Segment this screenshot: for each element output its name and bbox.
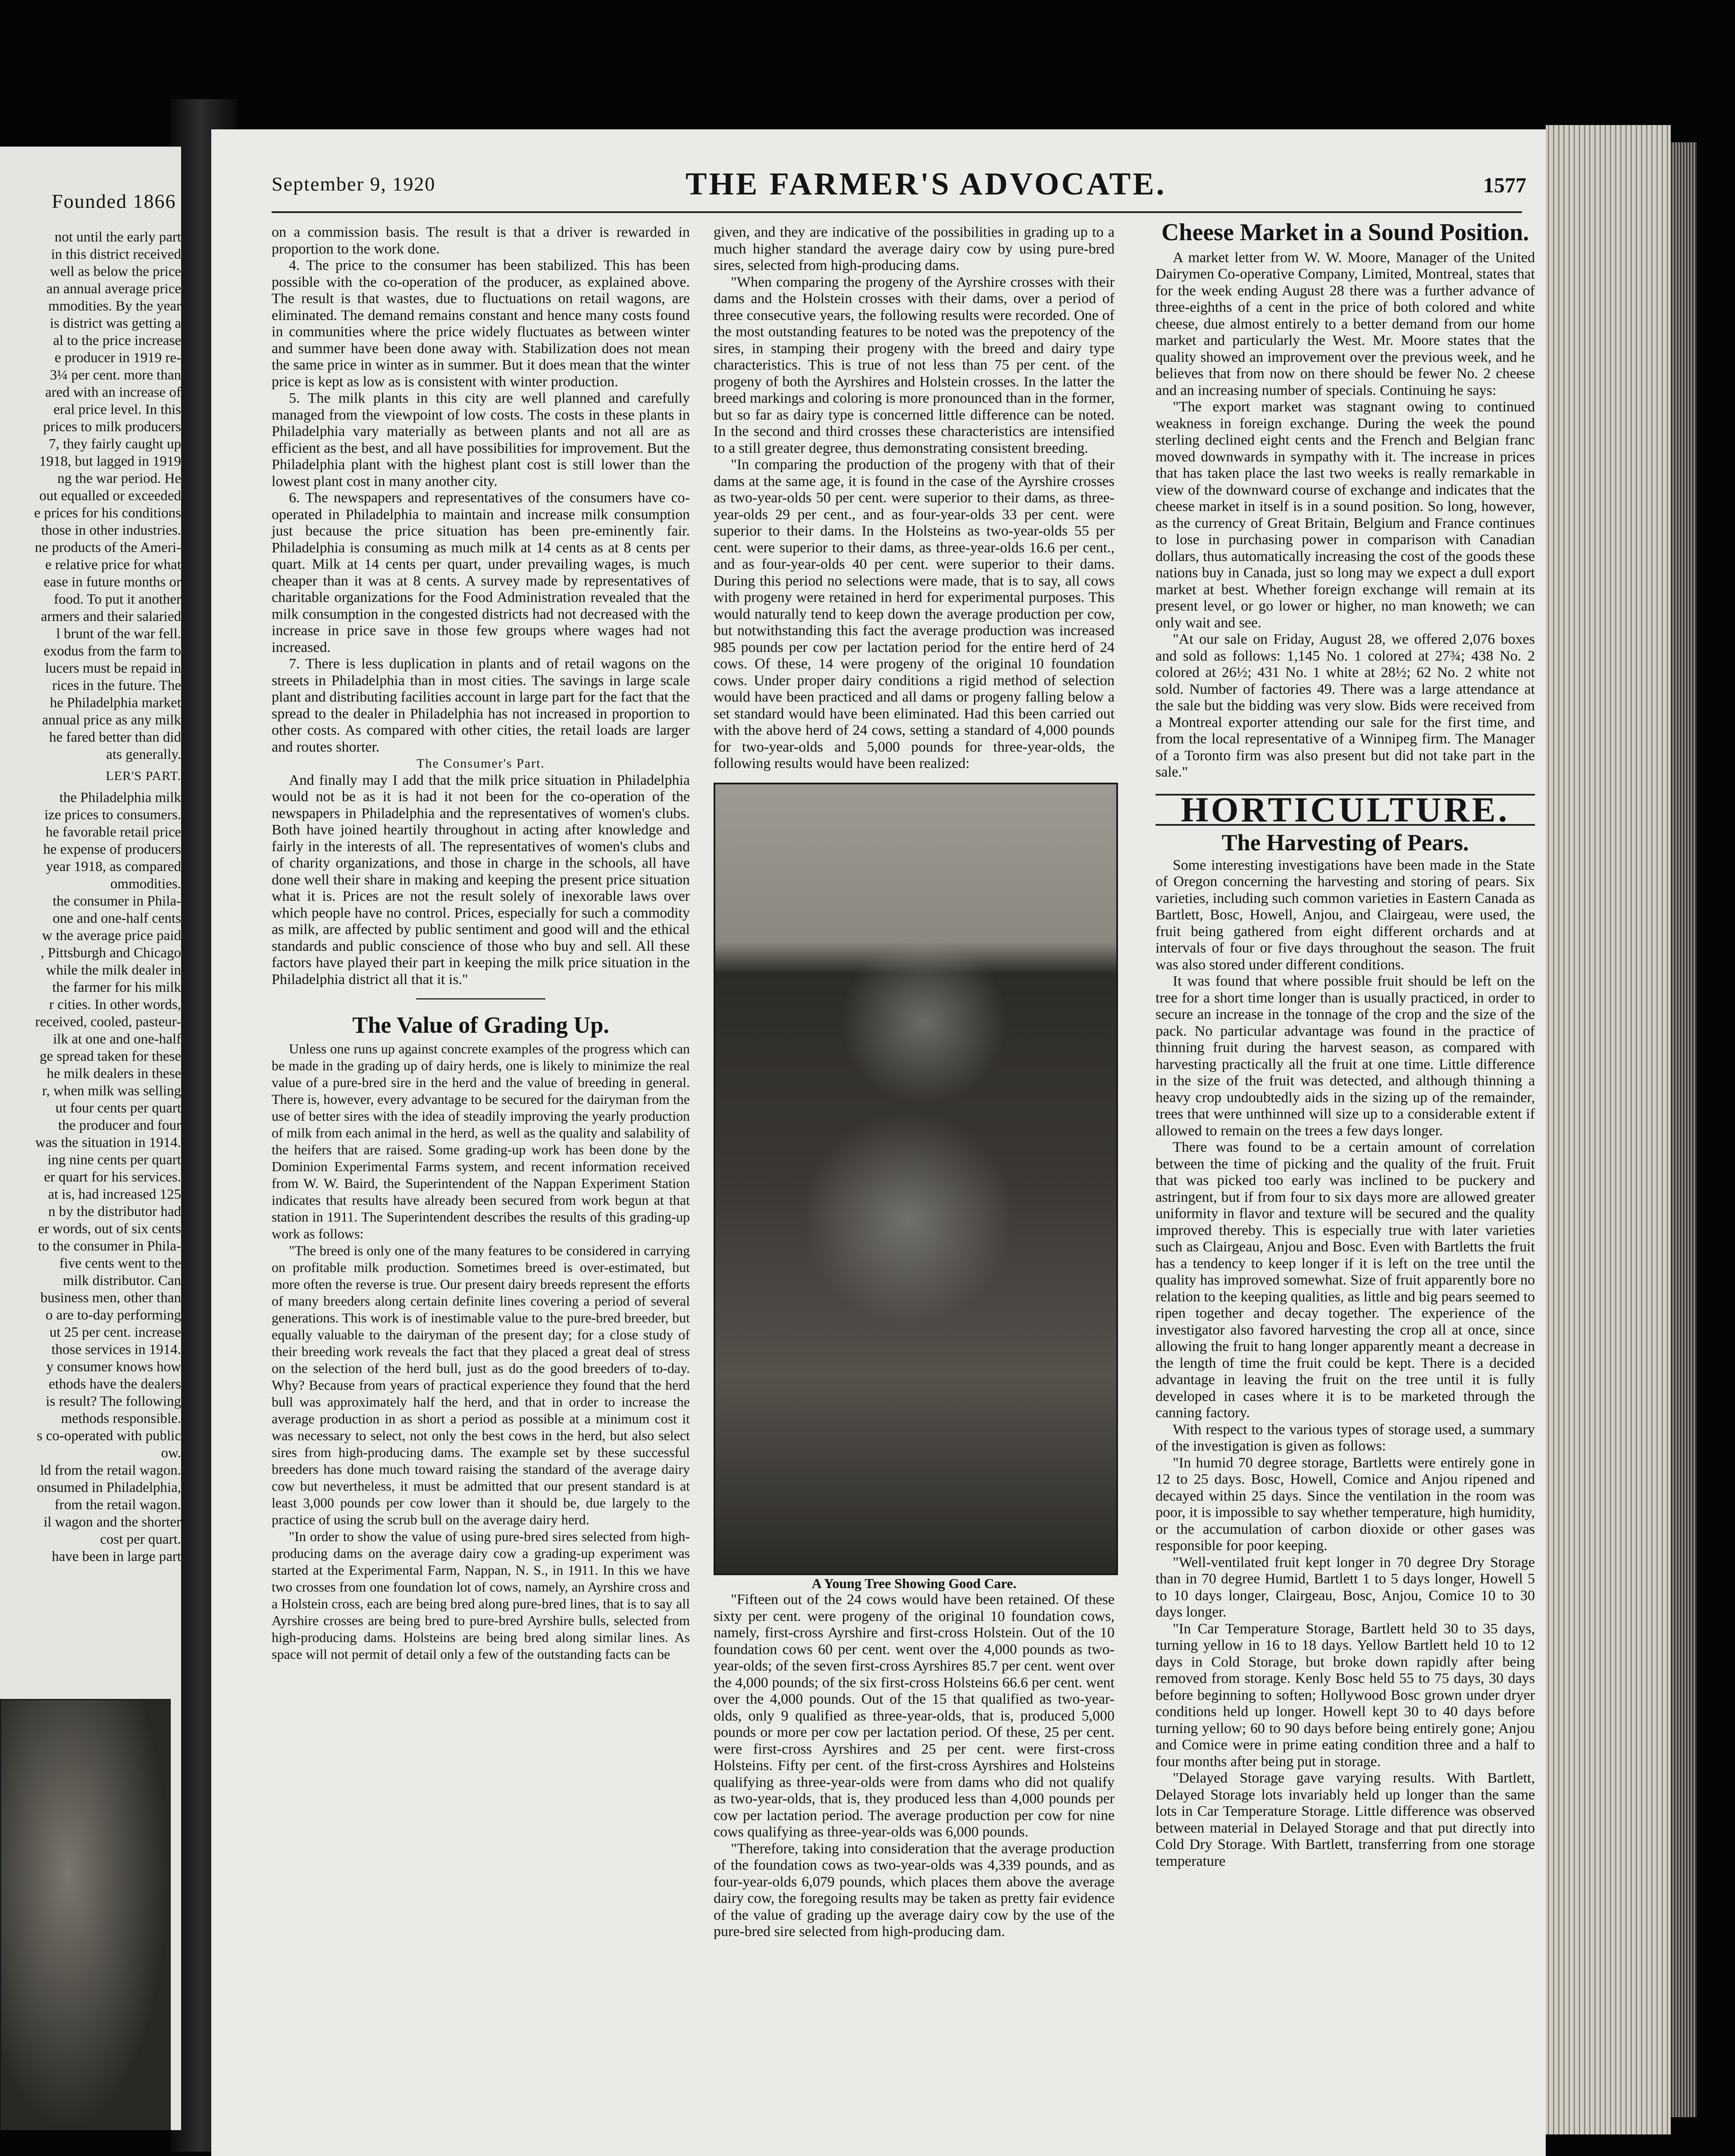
left-page-line: e producer in 1919 re-: [54, 350, 181, 366]
paragraph: Unless one runs up against concrete examples of the progress which can be made in the grading up of dairy herds, one is likely to minimize the real value of a pure-bred sire in the herd and the value of breeding in general. There is, however, every advantage to be secured for the dairyman from the use of better sires with the idea of steadily improving the yearly production of milk from each animal in the herd, as well as the quality and salability of the heifers that are raised. Some grading-up work has been done by the Dominion Experimental Farms system, and recent information received from W. W. Baird, the Superintendent of the Nappan Experiment Station indicates that results have already been secured from work begun at that station in 1911. The Superintendent describes the results of this grading-up work as follows:: [272, 1040, 690, 1241]
page-edges-dark: [1671, 142, 1697, 2117]
paragraph: 7. There is less duplication in plants and of retail wagons on the streets in Philadelphia than in most cities. The savings in large scale plant and distributing facilities account in large part for the fact that the spread to the dealer in Philadelphia has not increased in proportion to other costs. As compared with other cities, the retail loads are larger and routes shorter.: [272, 656, 690, 755]
paragraph: "Well-ventilated fruit kept longer in 70 degree Dry Storage than in 70 degree Humid, Bartlett 1 to 5 days longer, Howell 5 to 10 days longer, Clairgeau, Bosc, Anjou, Comice 10 to 30 days longer.: [1156, 1554, 1535, 1620]
left-page-line: ng the war period. He: [57, 471, 181, 486]
left-page-line: e relative price for what: [45, 557, 181, 573]
column-1: [272, 224, 690, 1663]
left-page-line: business men, other than: [40, 1290, 181, 1306]
left-page-line: eral price level. In this: [53, 402, 181, 417]
left-page-line: ared with an increase of: [45, 385, 181, 400]
horticulture-banner: HORTICULTURE.: [1156, 794, 1535, 826]
paragraph: There was found to be a certain amount of correlation between the time of picking and the quality of the fruit. Fruit that was picked too early was inclined to be puckery and astringent, but if from four to six days more are allowed greater uniformity in flavor and texture will be secured and the quality improved thereby. This is especially true with later varieties such as Clairgeau, Anjou and Bosc. Even with Bartletts the fruit has a tendency to keep longer if it is left on the tree until the quality has improved somewhat. Size of fruit apparently bore no relation to the keeping qualities, as little and big pears seemed to ripen together and decay together. The experience of the investigator also favored harvesting the crop all at once, since allowing the fruit to hang longer apparently meant a decrease in the length of time the fruit could be kept. There is a decided advantage in leaving the fruit on the tree until it is fully developed in cases where it is to be marketed through the canning factory.: [1156, 1139, 1535, 1421]
left-page-line: five cents went to the: [59, 1256, 181, 1271]
left-page-line: r cities. In other words,: [49, 997, 181, 1012]
paragraph: And finally may I add that the milk price situation in Philadelphia would not be as it is had it not been for the co-operation of the newspapers in Philadelphia and the representatives of women's clubs. Both have joined heartily throughout in acting after knowledge and fairly in the interests of all. The representatives of women's clubs and of charity organizations, and those in charge in the schools, all have done well their share in making and keeping the present price situation what it is. Prices are not the result solely of inexorable laws over which people have no control. Prices, especially for such a commodity as milk, are affected by public sentiment and good will and the ethical standards and public conscience of those who buy and sell. All these factors have played their part in keeping the milk price situation in the Philadelphia district all that it is.": [272, 772, 690, 987]
paragraph: "Therefore, taking into consideration that the average production of the foundation cows as two-year-olds was 4,339 pounds, and as four-year-olds 6,079 pounds, which places them above the average dairy cow, the foregoing results may be taken as pretty fair evidence of the value of grading up the average dairy cow by the use of the pure-bred sire selected from high-producing dam.: [714, 1840, 1115, 1940]
left-page-cow-photo: [0, 1699, 171, 2130]
left-page-line: onsumed in Philadelphia,: [37, 1480, 181, 1495]
left-page-line: he expense of producers: [43, 842, 181, 857]
left-page-line: w the average price paid: [42, 928, 181, 943]
left-page-line: o are to-day performing: [45, 1307, 181, 1323]
left-page-line: out equalled or exceeded: [39, 488, 181, 504]
paragraph: "In humid 70 degree storage, Bartletts were entirely gone in 12 to 25 days. Bosc, Howell, Comice and Anjou ripened and decayed within 25 days. Since the ventilation in the room was poor, it is impossible to say whether temperature, high humidity, or the accumulation of carbon dioxide or other gases was responsible for poor keeping.: [1156, 1454, 1535, 1554]
paragraph: "When comparing the progeny of the Ayrshire crosses with their dams and the Holstein crosses with their dams, over a period of three consecutive years, the following results were recorded. One of the most outstanding features to be noted was the prepotency of the sires, in stamping their progeny with the breed and dairy type characteristics. This is true of not less than 75 per cent. of the progeny of both the Ayrshires and Holstein crosses. In the latter the breed markings and coloring is more pronounced than in the former, but so far as dairy type is concerned little difference can be noted. In the second and third crosses these characteristics are intensified to a still greater degree, thus demonstrating consistent breeding.: [714, 274, 1115, 456]
section-divider: [416, 998, 545, 1000]
left-page-line: from the retail wagon.: [54, 1497, 181, 1513]
left-page-line: cost per quart.: [100, 1532, 181, 1547]
masthead-title: THE FARMER'S ADVOCATE.: [686, 166, 1167, 202]
left-page-line: prices to milk producers: [43, 419, 181, 435]
left-page-line: exodus from the farm to: [44, 643, 181, 659]
left-page-line: 7, they fairly caught up: [49, 436, 181, 452]
left-page-line: 1918, but lagged in 1919: [39, 454, 181, 469]
paragraph: "In order to show the value of using pure-bred sires selected from high-producing dams on the average dairy cow a grading-up experiment was started at the Experimental Farm, Nappan, N. S., in 1911. In this we have two crosses from one foundation lot of cows, namely, an Ayrshire cross and a Holstein cross, each are being bred along pure-bred lines, that is to say all Ayrshire crosses are being bred to pure-bred Ayrshire bulls, selected from high-producing dams. Holsteins are being bred along similar lines. As space will not permit of detail only a few of the outstanding facts can be: [272, 1528, 690, 1662]
left-page-line: , Pittsburgh and Chicago: [41, 945, 181, 961]
left-page-line: he Philadelphia market: [50, 695, 181, 711]
left-page-line: while the milk dealer in: [46, 962, 181, 978]
left-page-line: ing nine cents per quart: [47, 1152, 181, 1168]
left-page-line: ilk at one and one-half: [53, 1031, 181, 1047]
left-page-line: ut four cents per quart: [55, 1100, 181, 1116]
column-2: [714, 224, 1115, 1940]
left-page-line: those in other industries.: [41, 523, 181, 538]
left-page-line: ease in future months or: [44, 574, 181, 590]
header-rule: [272, 211, 1522, 213]
left-page-line: armers and their salaried: [41, 609, 181, 624]
paragraph: given, and they are indicative of the possibilities in grading up to a much higher standard the average dairy cow by using pure-bred sires, selected from high-producing dams.: [714, 224, 1115, 273]
left-page-line: l brunt of the war fell.: [56, 626, 181, 642]
left-page-line: well as below the price: [50, 264, 181, 279]
left-page-line: the Philadelphia milk: [59, 790, 181, 805]
left-page-line: is result? The following: [46, 1394, 181, 1409]
left-page-line: have been in large part: [52, 1549, 181, 1564]
left-page-line: il wagon and the shorter: [44, 1514, 181, 1530]
left-page-line: ld from the retail wagon.: [40, 1463, 181, 1478]
left-page-line: he favorable retail price: [45, 824, 181, 840]
left-page-line: to the consumer in Phila-: [38, 1238, 181, 1254]
paragraph: "At our sale on Friday, August 28, we offered 2,076 boxes and sold as follows: 1,145 No. 1 colored at 27¾; 438 No. 2 colored at 26½; 431 No. 1 white at 28½; 62 No. 2 white not sold. Number of factories 49. There was a large attendance at the sale but the bidding was very slow. Bids were received from a Montreal exporter attending our sale for the first time, and from the local representative of a Winnipeg firm. The Manager of a Toronto firm was also present but did not take part in the sale.": [1156, 631, 1535, 780]
left-page: [0, 147, 181, 2130]
left-page-line: 3¼ per cent. more than: [50, 367, 181, 383]
paragraph: "The export market was stagnant owing to continued weakness in foreign exchange. During the week the pound sterling declined eight cents and the French and Belgian franc moved downwards in sympathy with it. The increase in prices that has taken place the last two weeks is really remarkable in view of the downward course of exchange and indicates that the cheese market in itself is in a sound position. So long, however, as the currency of Great Britain, Belgium and France continues to lose in purchasing power in comparison with Canadian dollars, thus automatically increasing the cost of the goods these nations buy in Canada, just so long may we expect a dull export market at best. Whether foreign exchange will remain at its present level, or go lower or higher, no man knoweth; we can only wait and see.: [1156, 399, 1535, 631]
paragraph: A market letter from W. W. Moore, Manager of the United Dairymen Co-operative Company, Limited, Montreal, states that for the week ending August 28 there was a further advance of three-eighths of a cent in the price of both colored and white cheese, due almost entirely to a better demand from our home market and particularly the West. Mr. Moore states that the quality showed an improvement over the previous week, and he believes that from now on there should be fewer No. 2 cheese and an increasing number of specials. Continuing he says:: [1156, 249, 1535, 398]
cheese-market-title: Cheese Market in a Sound Position.: [1161, 219, 1529, 246]
left-page-line: ethods have the dealers: [49, 1376, 181, 1392]
left-page-line: ize prices to consumers.: [44, 807, 181, 823]
left-page-line: ne products of the Ameri-: [34, 540, 181, 555]
left-page-line: e prices for his conditions: [34, 505, 181, 521]
left-page-line: food. To put it another: [54, 592, 181, 607]
left-page-line: mmodities. By the year: [48, 298, 181, 314]
left-page-line: at is, had increased 125: [48, 1187, 181, 1202]
left-page-line: in this district received: [51, 247, 181, 262]
page-number: 1577: [1483, 173, 1526, 197]
left-page-line: ge spread taken for these: [39, 1049, 181, 1064]
paragraph: 6. The newspapers and representatives of the consumers have co-operated in Philadelphia to maintain and increase milk consumption just because the price situation has been pre-eminently fair. Philadelphia is consuming as much milk at 14 cents as at 8 cents per quart. Milk at 14 cents per quart, under prevailing wages, is much cheaper than it was at 8 cents. A survey made by representatives of charitable organizations for the Food Administration revealed that the milk consumption in the congested districts had not decreased with the increase in price save in those few groups where wages had not increased.: [272, 490, 690, 655]
left-page-line: not until the early part: [54, 229, 181, 245]
left-page-line: n by the distributor had: [48, 1204, 181, 1219]
consumers-part-heading: The Consumer's Part.: [417, 756, 545, 771]
grading-up-title: The Value of Grading Up.: [352, 1012, 609, 1038]
paragraph: "Delayed Storage gave varying results. With Bartlett, Delayed Storage lots invariably held up longer than the same lots in Car Temperature Storage. Little difference was observed between material in Delayed Storage and that put directly into Cold Dry Storage. With Bartlett, transferring from one storage temperature: [1156, 1770, 1535, 1869]
paragraph: "In comparing the production of the progeny with that of their dams at the same age, it is found in the case of the Ayrshire crosses as two-year-olds 50 per cent. were superior to their dams, as three-year-olds 29 per cent., and as four-year-olds 33 per cent. were superior to their dams. In the Holsteins as two-year-olds 55 per cent. were superior to their dams, as three-year-olds 16.6 per cent., and as four-year-olds 40 per cent. were superior to their dams. During this period no selections were made, that is to say, all cows with progeny were retained in herd for experimental purposes. This would naturally tend to keep down the average production per cow, but notwithstanding this fact the average production was increased 985 pounds per cow per lactation period for the entire herd of 24 cows. Of these, 14 were progeny of the original 10 foundation cows. Under proper dairy conditions a rigid method of selection would have been practiced and all dams or progeny falling below a set standard would have been eliminated. Had this been carried out with the above herd of 24 cows, setting a standard of 4,000 pounds for two-year-olds and 5,000 pounds for three-year-olds, the following results would have been realized:: [714, 457, 1115, 771]
main-page: [211, 129, 1546, 2156]
pears-title: The Harvesting of Pears.: [1221, 830, 1469, 856]
left-page-line: year 1918, as compared: [46, 859, 181, 874]
page-date: September 9, 1920: [272, 173, 436, 195]
left-page-line: milk distributor. Can: [63, 1273, 181, 1288]
left-page-line: the farmer for his milk: [52, 980, 181, 995]
left-page-line: he milk dealers in these: [47, 1066, 181, 1081]
paragraph: 5. The milk plants in this city are well planned and carefully managed from the viewpoint of low costs. The costs in these plants in Philadelphia vary materially as between plants and not all are as efficient as the best, and all have possibilities for improvement. But the Philadelphia plant with the highest plant cost is still lower than the lowest plant cost in many another city.: [272, 390, 690, 489]
left-page-line: he fared better than did: [49, 730, 181, 745]
left-page-line: one and one-half cents: [53, 911, 181, 926]
paragraph: Some interesting investigations have been made in the State of Oregon concerning the harvesting and storing of pears. Six varieties, including such common varieties in Eastern Canada as Bartlett, Bosc, Howell, Anjou, and Clairgeau, were used, the fruit being gathered from eight different orchards and at intervals of four or five days throughout the season. The fruit was also stored under different conditions.: [1156, 857, 1535, 973]
paragraph: "Fifteen out of the 24 cows would have been retained. Of these sixty per cent. were progeny of the original 10 foundation cows, namely, first-cross Ayrshire and first-cross Holstein. Out of the 10 foundation cows 60 per cent. went over the 4,000 pounds as two-year-olds; of the seven first-cross Ayrshires 85.7 per cent. went over the 4,000 pounds; of the six first-cross Holsteins 66.6 per cent. went over the 4,000 pounds. Out of the 15 that qualified as two-year-olds, only 9 qualified as three-year-olds, that is, produced 5,000 pounds or more per cow per lactation period. Of these, 25 per cent. were first-cross Ayrshires and 25 per cent. were first-cross Holsteins. Fifty per cent. of the first-cross Ayrshires and Holsteins qualifying as three-year-olds were from dams who did not qualify as two-year-olds, that is, they produced less than 4,000 pounds per cow per lactation period. The average production per cow for nine cows qualifying as three-year-olds was 6,000 pounds.: [714, 1592, 1115, 1840]
left-page-line: the consumer in Phila-: [53, 893, 181, 909]
left-page-line: lucers must be repaid in: [45, 661, 181, 676]
left-page-line: is district was getting a: [50, 316, 181, 331]
left-page-line: al to the price increase: [53, 333, 181, 348]
young-tree-photo: [714, 783, 1118, 1575]
left-page-line: methods responsible.: [61, 1411, 181, 1426]
paragraph: "The breed is only one of the many features to be considered in carrying on profitable milk production. Sometimes breed is over-estimated, but more often the reverse is true. Our present dairy breeds represent the efforts of many breeders along certain definite lines covering a period of several generations. This work is of inestimable value to the pure-bred breeder, but equally valuable to the dairyman of the present day; for a close study of their breeding work reveals the fact that they placed a great deal of stress on the selection of the herd bull, just as do the good breeders of to-day. Why? Because from years of practical experience they found that the herd bull was approximately half the herd, and that in order to increase the average production in as short a period as possible at a minimum cost it was necessary to select, not only the best cows in the herd, but also select sires from high-producing dams. The example set by these successful breeders has done much toward raising the standard of the average dairy cow but nevertheless, it must be admitted that our present standard is at least 3,000 pounds per cow lower than it should be, due largely to the practice of using the scrub bull on the average dairy herd.: [272, 1242, 690, 1527]
left-page-line: y consumer knows how: [46, 1359, 181, 1375]
page-edges: [1546, 125, 1671, 2134]
left-page-line: er quart for his services.: [44, 1169, 181, 1185]
left-page-line: ats generally.: [106, 747, 181, 762]
paragraph: 4. The price to the consumer has been stabilized. This has been possible with the co-operation of the producer, as explained above. The result is that wastes, due to fluctuations on retail wagons, are eliminated. The demand remains constant and hence many costs found in communities where the price widely fluctuates as between winter and summer have been done away with. Stabilization does not mean the same price in winter as in summer. But it does mean that the winter price is kept as low as is consistent with winter production.: [272, 257, 690, 390]
paragraph: "In Car Temperature Storage, Bartlett held 30 to 35 days, turning yellow in 16 to 18 days. Yellow Bartlett held 10 to 12 days in Cold Storage, but broke down rapidly after being removed from storage. Kenly Bosc held 55 to 75 days, 30 days before beginning to soften; Hollywood Bosc grown under dryer conditions held up longer. Howell kept 30 to 40 days before turning yellow; 60 to 90 days before being entirely gone; Anjou and Comice were in prime eating condition three and a half to four months after being put in storage.: [1156, 1620, 1535, 1770]
left-page-line: the producer and four: [58, 1118, 181, 1133]
left-page-line: an annual average price: [46, 281, 181, 297]
paragraph: on a commission basis. The result is that a driver is rewarded in proportion to the work done.: [272, 224, 690, 257]
left-page-line: rices in the future. The: [52, 678, 181, 693]
left-page-line: received, cooled, pasteur-: [35, 1014, 181, 1030]
paragraph: With respect to the various types of storage used, a summary of the investigation is given as follows:: [1156, 1421, 1535, 1454]
left-page-line: er words, out of six cents: [38, 1221, 181, 1237]
left-page-line: ow.: [161, 1445, 181, 1461]
left-page-line: ommodities.: [110, 876, 181, 892]
left-page-column: [0, 229, 181, 1565]
left-page-line: was the situation in 1914.: [35, 1135, 181, 1150]
photo-caption: A Young Tree Showing Good Care.: [811, 1575, 1017, 1591]
column-3: [1156, 219, 1535, 1870]
left-page-line: those services in 1914.: [51, 1342, 181, 1357]
left-page-line: s co-operated with public: [37, 1428, 181, 1444]
left-page-line: ut 25 per cent. increase: [49, 1325, 181, 1340]
left-page-header: Founded 1866: [52, 190, 176, 212]
left-page-line: annual price as any milk: [42, 712, 181, 728]
left-page-line: LER'S PART.: [106, 769, 181, 783]
left-page-line: r, when milk was selling: [42, 1083, 181, 1099]
paragraph: It was found that where possible fruit should be left on the tree for a short time longer than is usually practiced, in order to secure an increase in the tonnage of the crop and the size of the pack. No particular advantage was found in the practice of thinning fruit during the harvest season, as compared with harvesting practically all the fruit at one time. Little difference in the size of the fruit was detected, and although thinning a heavy crop undoubtedly aids in the sizing up of the remainder, trees that were unthinned will size up to a considerable extent if allowed to remain on the trees a few days longer.: [1156, 973, 1535, 1139]
grading-up-body: [272, 1040, 690, 1663]
